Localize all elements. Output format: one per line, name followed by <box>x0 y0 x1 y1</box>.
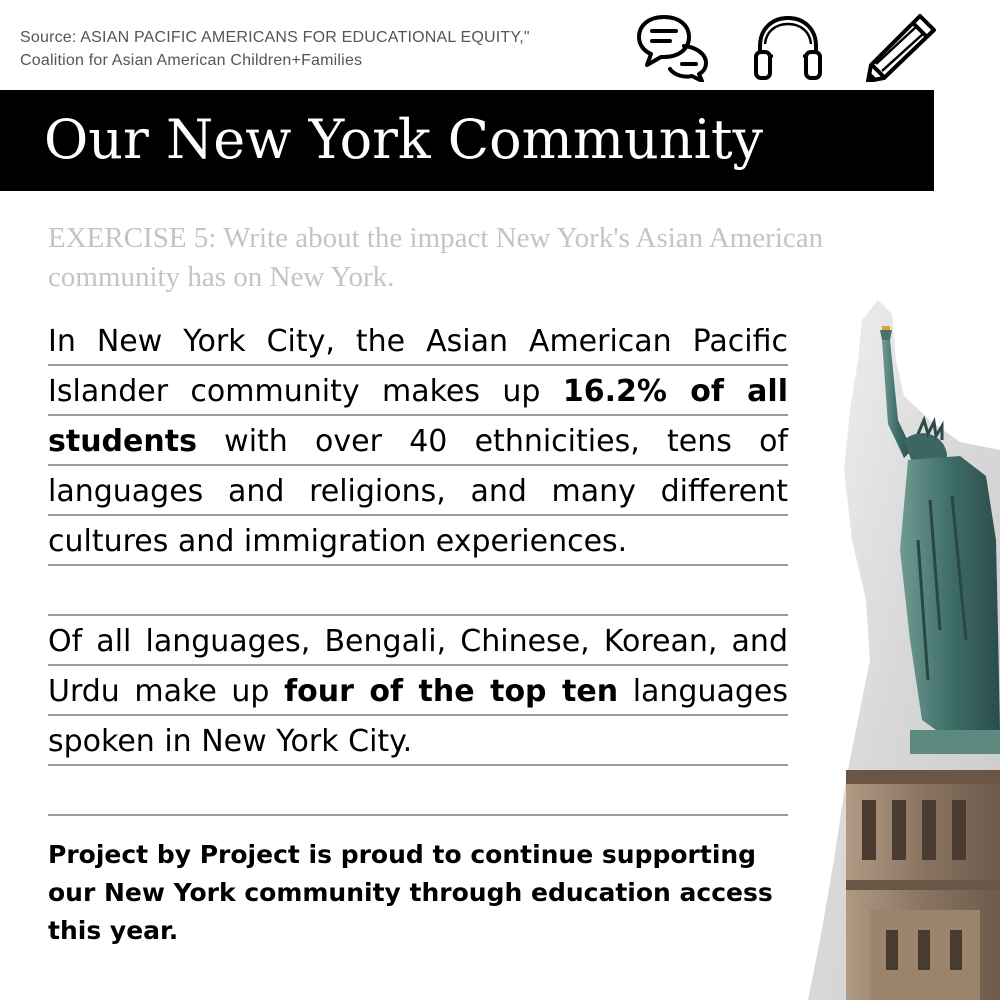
blank-ruled-line <box>48 567 788 617</box>
paragraph-1-highlight: 16.2% of all students <box>48 374 788 459</box>
exercise-prompt: EXERCISE 5: Write about the impact New York's Asian American community has on New York. <box>48 222 824 293</box>
paragraph-aapi-students <box>48 317 788 567</box>
paragraph-2-text-a: Of all languages, Bengali, Chinese, Korean, and Urdu make up <box>48 624 788 709</box>
chat-bubbles-icon <box>634 12 714 82</box>
page-title: Our New York Community <box>44 108 764 171</box>
paragraph-languages <box>48 617 788 767</box>
paragraph-1-text-b: with over 40 ethnicities, tens of languages and religions, and many different cultures and immigration experiences. <box>48 424 788 559</box>
paragraph-2-highlight: four of the top ten <box>284 674 619 709</box>
source-line-2: Coalition for Asian American Children+Families <box>20 52 363 69</box>
blank-ruled-line <box>48 767 788 817</box>
paragraph-2-text-b: languages spoken in New York City. <box>48 674 788 759</box>
closing-statement: Project by Project is proud to continue supporting our New York community through education access this year. <box>48 840 773 945</box>
source-line-1: Source: ASIAN PACIFIC AMERICANS FOR EDUCATIONAL EQUITY," <box>20 29 530 46</box>
source-citation <box>20 26 620 72</box>
paragraph-1-text-a: In New York City, the Asian American Pacific Islander community makes up <box>48 324 788 409</box>
headphones-icon <box>748 12 828 82</box>
statue-of-liberty-image <box>800 300 1000 1000</box>
activity-icons <box>630 6 950 86</box>
pencil-icon <box>862 12 942 82</box>
